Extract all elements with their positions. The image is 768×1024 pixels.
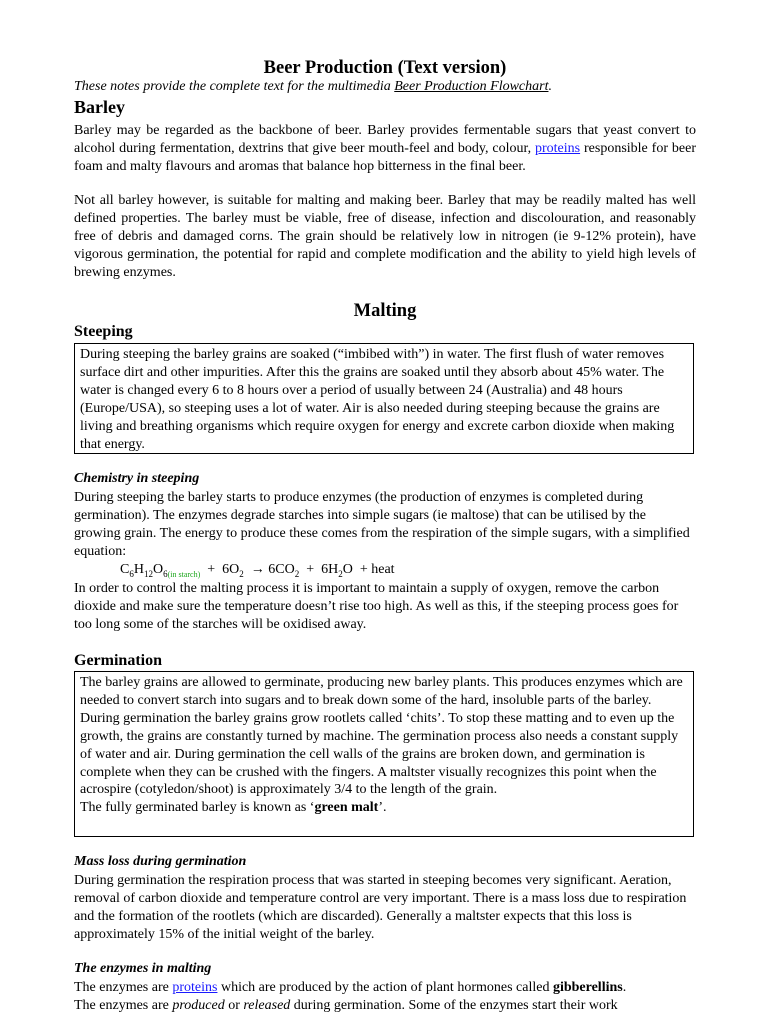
enz-text: The enzymes are [74, 980, 173, 995]
eq-arrow: → 6CO [243, 562, 295, 577]
eq-h2-n: 2 [338, 568, 343, 579]
malting-heading: Malting [353, 301, 417, 321]
enz2-end: during germination. Some of the enzymes start their work [290, 998, 618, 1013]
enzymes-heading: The enzymes in malting [74, 961, 212, 976]
germination-heading: Germination [74, 652, 162, 669]
eq-o-n: 6 [163, 568, 168, 579]
enzymes-line-1 [74, 979, 696, 997]
eq-h-n: 12 [143, 568, 153, 579]
enz-text-2: which are produced by the action of plant hormones called [217, 980, 553, 995]
respiration-equation [120, 562, 395, 579]
intro-note [74, 79, 552, 95]
flowchart-link[interactable]: Beer Production Flowchart [394, 79, 549, 94]
barley-p1-text: Barley may be regarded as the backbone of beer. Barley provides fermentable sugars that yeast convert to alcohol during fermentation, dextrins that give beer mouth-feel and body, colour, [74, 123, 696, 156]
barley-paragraph-2: Not all barley however, is suitable for malting and making beer. Barley that may be readily malted has well defined properties. The barley must be viable, free of disease, infection and discolouration, and reasonably free of debris and damaged corns. The grain should be relatively low in nitrogen (ie 9-12% protein), have vigorous germination, the potential for rapid and complete modification and the ability to yield high levels of brewing enzymes. [74, 193, 696, 280]
chemistry-heading: Chemistry in steeping [74, 471, 200, 486]
steeping-box: During steeping the barley grains are soaked (“imbibed with”) in water. The first flush of water removes surface dirt and other impurities. After this the grains are soaked until they absorb about 45% water. The water is changed every 6 to 8 hours over a period of usually between 24 (Australia) and 48 hours (Europe/USA), so steeping uses a lot of water. Air is also needed during steeping because the grains are living and breathing organisms which require oxygen for energy and excrete carbon dioxide when making that energy. [74, 343, 694, 454]
enzymes-proteins-link[interactable]: proteins [172, 980, 218, 995]
page-title: Beer Production (Text version) [263, 58, 507, 78]
chemistry-paragraph-2: In order to control the malting process it is important to maintain a supply of oxygen, remove the carbon dioxide and make sure the temperature doesn’t rise too high. As well as this, if the steeping process goes for too long some of the starches will be oxidised away. [74, 581, 679, 632]
produced-term: produced [172, 998, 225, 1013]
eq-starch-note: (in starch) [167, 569, 201, 579]
germination-box [74, 671, 694, 837]
mass-loss-paragraph: During germination the respiration process that was started in steeping becomes very significant. Aeration, removal of carbon dioxide and temperature control are very important. There is a mass loss due to respiration and the formation of the rootlets (which are discarded). Generally a maltster expects that this loss is approximately 15% of the initial weight of the barley. [74, 873, 687, 942]
germination-box-text: The barley grains are allowed to germinate, producing new barley plants. This produces enzymes which are needed to convert starch into sugars and to break down some of the hard, insoluble parts of the barley. During germination the barley grains grow rootlets called ‘chits’. To stop these matting and to even up the growth, the grains are constantly turned by machine. The germination process also needs a constant supply of water and air. During germination the cell walls of the grains are broken down, and germination is complete when they can be crushed with the fingers. A maltster visually recognizes this point when the acrospire (cotyledon/shoot) is approximately 3/4 to the length of the grain. [80, 675, 683, 798]
steeping-heading: Steeping [74, 323, 133, 340]
intro-end: . [548, 79, 552, 94]
green-malt-end: ’. [378, 800, 387, 816]
green-malt-line [80, 799, 688, 817]
eq-h: H [133, 562, 144, 577]
released-term: released [243, 998, 291, 1013]
enz-end: . [622, 980, 627, 995]
chemistry-paragraph-1: During steeping the barley starts to produce enzymes (the production of enzymes is completed during germination). The enzymes degrade starches into simple sugars (ie maltose) that can be utilised by the growing grain. The energy to produce these comes from the respiration of the simple sugars, with a simplified equation: [74, 490, 690, 559]
barley-paragraph-1 [74, 122, 696, 176]
eq-c: C [120, 562, 130, 577]
green-malt-term: green malt [314, 800, 379, 816]
proteins-link[interactable]: proteins [534, 140, 581, 156]
enzymes-line-2 [74, 997, 696, 1015]
intro-text: These notes provide the complete text for the multimedia [74, 79, 395, 94]
barley-p1-text-end: responsible for beer foam and malty flavours and aromas that balance hop bitterness in the final beer. [74, 140, 696, 174]
eq-water: + 6H [299, 562, 339, 577]
eq-o2-n: 2 [239, 568, 244, 579]
eq-oxygen: + 6O [200, 562, 240, 577]
eq-c-n: 6 [129, 568, 134, 579]
enz2-text: The enzymes are [74, 998, 173, 1013]
gibberellins-term: gibberellins [552, 980, 623, 995]
green-malt-text: The fully germinated barley is known as ‘ [80, 800, 315, 816]
eq-o: O [152, 562, 164, 577]
eq-co2-n: 2 [294, 568, 300, 579]
enz2-or: or [224, 998, 244, 1013]
eq-heat: O + heat [342, 562, 395, 577]
barley-heading: Barley [74, 97, 125, 117]
mass-loss-heading: Mass loss during germination [74, 854, 247, 869]
